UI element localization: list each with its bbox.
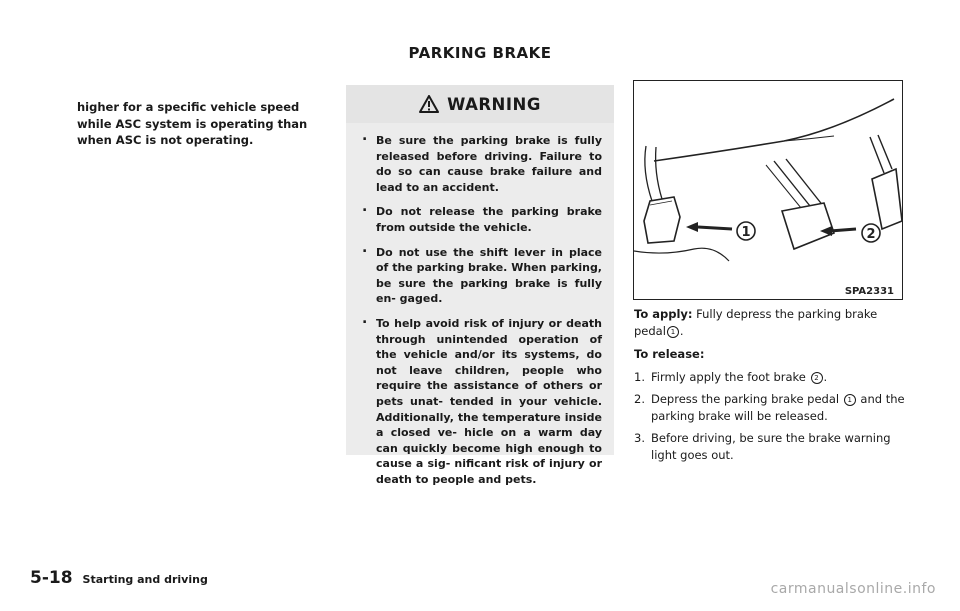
- ref-circle: 2: [811, 372, 823, 384]
- step-text: Before driving, be sure the brake warning light goes out.: [651, 431, 891, 462]
- watermark: carmanualsonline.info: [770, 581, 936, 597]
- instructions: [634, 306, 906, 469]
- continued-paragraph: higher for a specific vehicle speed while ASC system is operating than when ASC is not operating.: [77, 100, 308, 147]
- step-text-after: and the parking brake will be released.: [651, 392, 905, 423]
- pedal-illustration: [633, 80, 903, 300]
- step-number: 3.: [634, 431, 645, 445]
- warning-item: . Do not use the shift lever in place of the parking brake. When parking, be sure the parking brake is fully en- gaged.: [346, 245, 602, 307]
- apply-text: Fully depress the parking brake pedal: [634, 307, 878, 338]
- step-number: 2.: [634, 392, 645, 406]
- release-step: [634, 430, 906, 464]
- warning-item: . Do not release the parking brake from outside the vehicle.: [346, 204, 602, 235]
- page-number: 5-18: [30, 568, 73, 588]
- release-step: [634, 391, 906, 425]
- warning-header: [346, 85, 614, 123]
- warning-title: WARNING: [447, 94, 541, 114]
- warning-item: . Be sure the parking brake is fully released before driving. Failure to do so can cause brake failure and lead to an accident.: [346, 133, 602, 195]
- step-text: Depress the parking brake pedal: [651, 392, 840, 406]
- page-footer: [30, 568, 208, 588]
- release-label: To release:: [634, 347, 705, 361]
- callout-1-label: 1: [741, 225, 751, 240]
- brake-pedals-drawing: [634, 81, 902, 281]
- warning-triangle-icon: [419, 95, 439, 113]
- callout-2-label: 2: [866, 227, 876, 242]
- warning-box: [346, 85, 614, 486]
- figure-caption: SPA2331: [844, 286, 894, 297]
- apply-paragraph: To apply: Fully depress the parking brake pedal 1 .: [634, 307, 878, 338]
- release-steps: [634, 369, 906, 464]
- ref-circle: 1: [667, 326, 679, 338]
- ref-circle: 1: [844, 394, 856, 406]
- apply-label: To apply:: [634, 307, 693, 321]
- page-header-title: PARKING BRAKE: [408, 44, 552, 62]
- step-number: 1.: [634, 370, 645, 384]
- release-step: [634, 369, 906, 386]
- step-text-after: .: [823, 370, 828, 384]
- warning-list: [346, 133, 614, 487]
- section-name: Starting and driving: [82, 573, 208, 586]
- warning-item: . To help avoid risk of injury or death through unintended operation of the vehicle and/or its systems, do not leave children, people who require the assistance of others or pets unat- tended in your vehicle. Additionally, the temperature inside a closed ve- hicle on a warm day can quickly become high enough to cause a sig- nificant risk of injury or death to people and pets.: [346, 316, 602, 488]
- step-text: Firmly apply the foot brake: [651, 370, 806, 384]
